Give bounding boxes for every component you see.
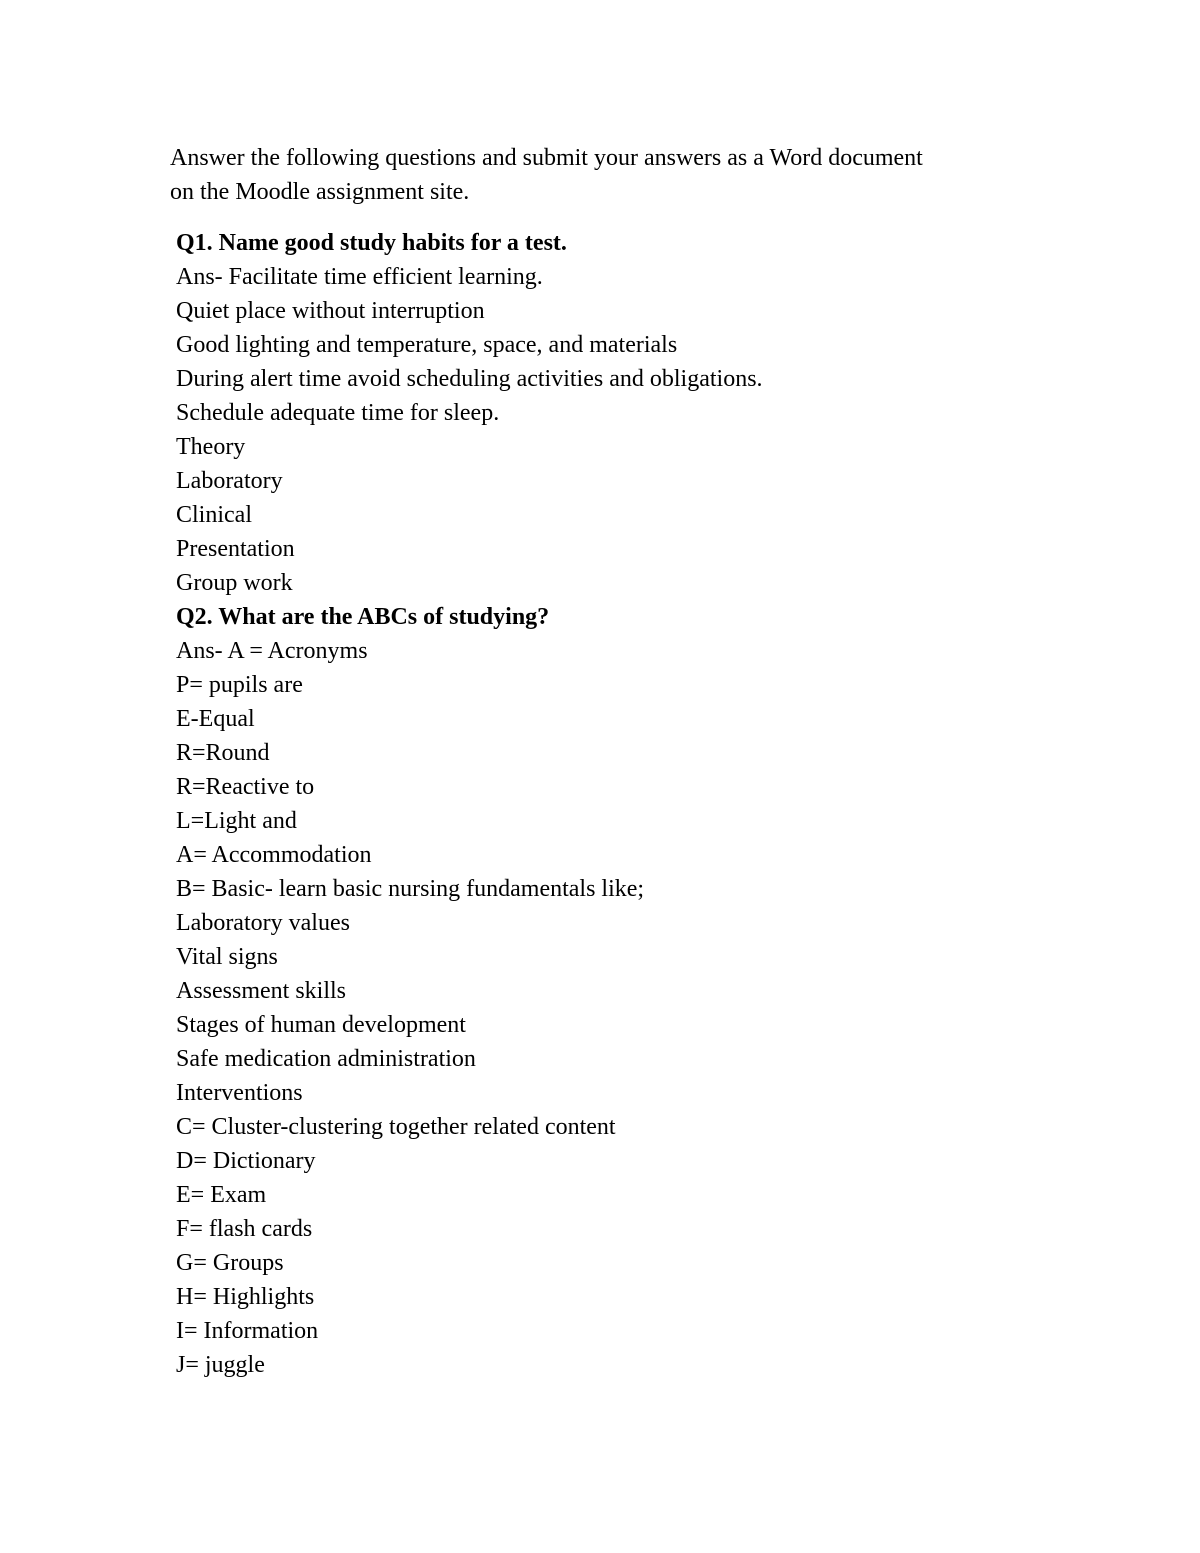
q2-answer-line: Laboratory values [176,910,350,936]
q1-answer-line: Group work [176,570,293,596]
q2-answer-line: H= Highlights [176,1284,315,1310]
q2-answer-line: A= Accommodation [176,842,372,868]
q2-answer-line: Vital signs [176,944,278,970]
instructions-paragraph [170,141,1070,209]
q2-answer-line: J= juggle [176,1352,265,1378]
questions-section [176,226,1076,1382]
q1-answer-line: Ans- Facilitate time efficient learning. [176,264,543,290]
q2-answer-line: E-Equal [176,706,255,732]
q2-answer-line: G= Groups [176,1250,284,1276]
q2-answer-line: C= Cluster-clustering together related content [176,1114,616,1140]
q2-answer-line: F= flash cards [176,1216,313,1242]
q2-answer-line: Assessment skills [176,978,347,1004]
q1-answer-line: Clinical [176,502,252,528]
q2-answer-line: Safe medication administration [176,1046,476,1072]
q2-answer-line: P= pupils are [176,672,303,698]
q1-answer-line: Quiet place without interruption [176,298,485,324]
instructions-line-2: on the Moodle assignment site. [170,179,470,205]
q1-answer-line: Theory [176,434,246,460]
instructions-line-1: Answer the following questions and submit your answers as a Word document [170,145,923,171]
q2-answer-line: R=Reactive to [176,774,315,800]
q1-answer-line: Good lighting and temperature, space, and materials [176,332,678,358]
q2-answer-line: E= Exam [176,1182,267,1208]
q1-answer-line: During alert time avoid scheduling activities and obligations. [176,366,763,392]
q2-answer-line: Ans- A = Acronyms [176,638,368,664]
q2-answer-line: L=Light and [176,808,297,834]
q2-answer-line: I= Information [176,1318,319,1344]
q2-answer-line: Interventions [176,1080,303,1106]
q1-answer-line: Schedule adequate time for sleep. [176,400,500,426]
question-2-heading: Q2. What are the ABCs of studying? [176,604,550,630]
q1-answer-line: Presentation [176,536,295,562]
q2-answer-line: B= Basic- learn basic nursing fundamentals like; [176,876,645,902]
question-1-heading: Q1. Name good study habits for a test. [176,230,567,256]
q2-answer-line: R=Round [176,740,270,766]
q2-answer-line: Stages of human development [176,1012,466,1038]
q2-answer-line: D= Dictionary [176,1148,316,1174]
q1-answer-line: Laboratory [176,468,283,494]
